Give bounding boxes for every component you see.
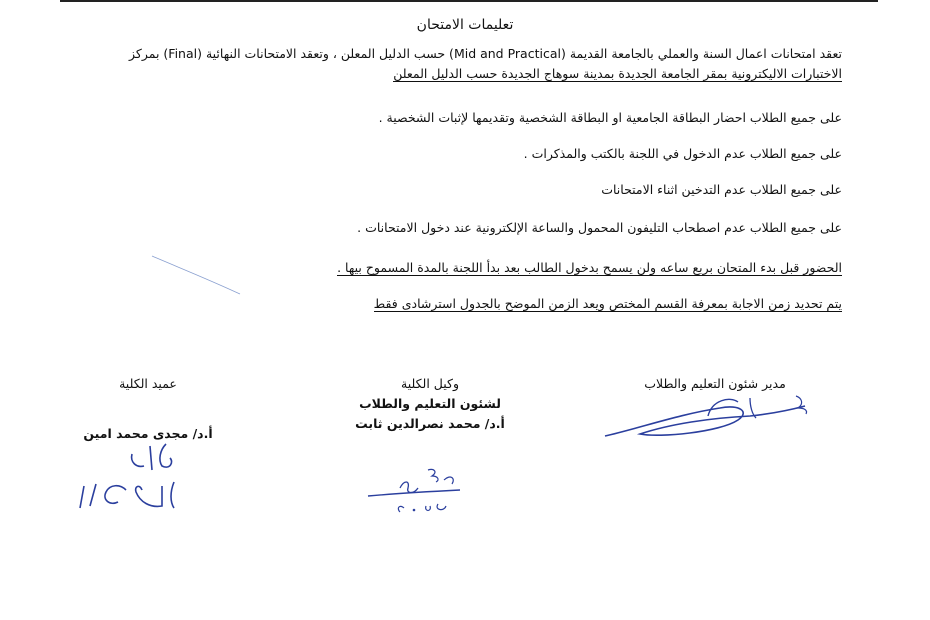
instruction-1: على جميع الطلاب احضار البطاقة الجامعية او البطاقة الشخصية وتقديمها لإثبات الشخصية . bbox=[378, 110, 842, 125]
dean-name: أ.د/ مجدى محمد امين bbox=[83, 426, 213, 441]
vice-dean-name: أ.د/ محمد نصرالدين ثابت bbox=[355, 416, 505, 431]
vice-dean-signature-block bbox=[330, 374, 530, 434]
vice-dean-title: وكيل الكلية bbox=[401, 376, 459, 391]
director-title: مدير شئون التعليم والطلاب bbox=[644, 376, 786, 391]
dean-title: عميد الكلية bbox=[119, 376, 177, 391]
stray-pen-mark bbox=[150, 250, 250, 300]
vice-dean-title-line2: لشئون التعليم والطلاب bbox=[359, 396, 501, 411]
instruction-3: على جميع الطلاب عدم التدخين اثناء الامتحانات bbox=[601, 182, 842, 197]
intro-paragraph bbox=[52, 44, 842, 84]
instruction-5: الحضور قبل بدء المتحان بربع ساعه ولن يسمح بدخول الطالب بعد بدأ اللجنة بالمدة المسموح بيها . bbox=[337, 260, 842, 275]
top-border-line bbox=[60, 0, 878, 2]
dean-signature-block bbox=[58, 374, 238, 444]
instruction-6: يتم تحديد زمن الاجابة بمعرفة القسم المختص ويعد الزمن الموضح بالجدول استرشادى فقط bbox=[373, 296, 842, 311]
intro-line-2: الاختبارات الاليكترونية بمقر الجامعة الجديدة بمدينة سوهاج الجديدة حسب الدليل المعلن bbox=[393, 66, 842, 81]
vice-dean-handwritten-signature bbox=[360, 460, 480, 520]
dean-handwritten-signature bbox=[70, 440, 190, 520]
director-handwritten-signature bbox=[600, 388, 840, 448]
intro-line-1: تعقد امتحانات اعمال السنة والعملي بالجامعة القديمة (Mid and Practical) حسب الدليل المعلن ، وتعقد الامتحانات النهائية (Final) بمركز bbox=[128, 46, 842, 61]
instruction-2: على جميع الطلاب عدم الدخول في اللجنة بالكتب والمذكرات . bbox=[523, 146, 842, 161]
document-title: تعليمات الامتحان bbox=[416, 17, 514, 33]
instruction-4: على جميع الطلاب عدم اصطحاب التليفون المحمول والساعة الإلكترونية عند دخول الامتحانات . bbox=[357, 220, 842, 235]
